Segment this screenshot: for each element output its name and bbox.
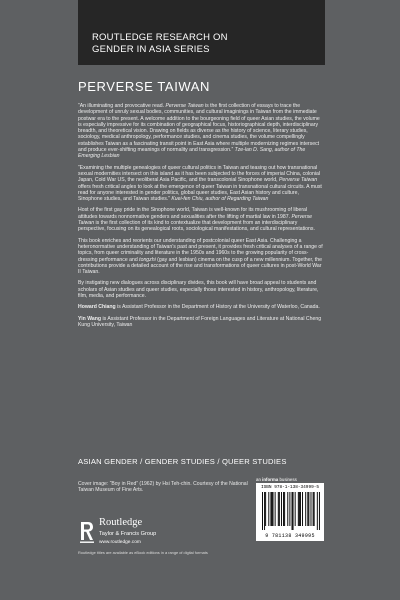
blurb-paragraph-1: [78, 103, 324, 160]
editor-name: Yin Wang: [78, 315, 102, 322]
paragraph-italic: tongzhi: [139, 256, 156, 263]
publisher-url[interactable]: www.routledge.com: [99, 540, 141, 545]
editor-bio-text: is Assistant Professor in the Department of Foreign Languages and Literature at National Cheng Kung University, Taiwan: [78, 315, 322, 328]
editor-bio-2: [78, 316, 324, 329]
publisher-name: Routledge: [99, 517, 143, 528]
editor-bio-1: [78, 304, 324, 310]
informa-tagline: [256, 477, 297, 482]
endorsement-attribution: Kuei-fen Chiu, author of Regarding Taiwan: [171, 196, 269, 203]
series-title: [92, 32, 319, 56]
paragraph-text: Host of the first gay pride in the Sinophone world, Taiwan is well-known for its mushrooming of liberal attitudes towards nonnormative genders and sexualities after the lifting of martial law in 1987.: [78, 207, 308, 220]
paragraph-italic: Perverse Taiwan: [165, 103, 204, 109]
series-title-line-1: ROUTLEDGE RESEARCH ON: [92, 32, 228, 43]
endorsement-attribution: Tze-lan D. Sang, author of The Emerging Lesbian: [78, 147, 306, 160]
barcode-number: 9 781138 349995: [265, 533, 315, 539]
cover-image-credit: Cover image: “Boy in Red” (1962) by Hsi Teh-chin. Courtesy of the National Taiwan Museum of Fine Arts.: [78, 481, 248, 494]
barcode: [262, 492, 320, 530]
blurb-paragraph-3: [78, 207, 324, 232]
paragraph-italic: Perverse Taiwan: [78, 213, 313, 227]
series-banner: [78, 0, 325, 65]
publisher-group: Taylor & Francis Group: [99, 531, 157, 537]
blurb-body: [78, 103, 324, 333]
informa-brand: informa: [262, 477, 279, 482]
book-title: PERVERSE TAIWAN: [78, 79, 211, 94]
routledge-logo-icon: [80, 520, 94, 544]
editor-bio-text: is Assistant Professor in the Department of History at the University of Waterloo, Canada.: [115, 304, 320, 311]
blurb-paragraph-2: [78, 165, 324, 203]
subject-categories: ASIAN GENDER / GENDER STUDIES / QUEER STUDIES: [78, 457, 287, 466]
paragraph-text: (gay and lesbian) cinema on the cusp of a new millennium. Together, the contributions provide a detailed account of the rise and transformations of queer cultures in post-World War II Taiwan.: [78, 256, 322, 276]
paragraph-text: “Examining the multiple genealogies of queer cultural politics in Taiwan and teasing out how transnational sexual modernities intersect on this island as it has been subjected to the forces of imperial China, colonial Japan, Cold War US, the neoliberal Asia Pacific, and the transcolonial Sinophone world,: [78, 164, 321, 184]
informa-suffix: business: [278, 477, 297, 482]
paragraph-text: By instigating new dialogues across disciplinary divides, this book will have broad appeal to students and scholars of Asian studies and queer studies, especially those interested in history, anthropology, literature, film, media, and performance.: [78, 280, 319, 300]
paragraph-italic: Perverse Taiwan: [278, 177, 318, 184]
paragraph-text: “An illuminating and provocative read.: [78, 103, 166, 109]
series-title-line-2: GENDER IN ASIA SERIES: [92, 44, 210, 55]
blurb-paragraph-4: [78, 238, 324, 276]
barcode-box: [256, 483, 324, 541]
ebook-availability-note: Routledge titles are available as eBook editions in a range of digital formats: [78, 550, 208, 555]
blurb-paragraph-5: [78, 280, 324, 299]
informa-prefix: an: [256, 477, 263, 482]
paragraph-text: This book enriches and reorients our understanding of postcolonial queer East Asia. Challenging a heteronormative understanding of Taiwan’s past and present, it provides fresh critical analyses of a range of topics, from queer criminality and literature in the 1950s and 1960s to the growing popularity of cross-dressing performance and: [78, 237, 323, 263]
paragraph-text: is the first collection of its kind to contextualize that development from an interdisciplinary perspective, focusing on its genealogical roots, sociological manifestations, and cultural representations.: [78, 220, 315, 233]
editor-name: Howard Chiang: [78, 304, 116, 311]
paragraph-text: is the first collection of essays to trace the development of unruly sexual bodies, communities, and cultural imaginings in Taiwan from the immediate postwar era to the present. A welcome addition to the bourgeoning field of queer Asian studies, the volume is especially impressive for its combination of geographical focus, historiographical depth, interdisciplinary breadth, and theoretical vision. Drawing on fields as diverse as the history of science, literary studies, sociology, medical anthropology, performance studies, and cinema studies, the volume compellingly establishes Taiwan as a fascinating transit point in East Asia where multiple modernizing regimes intersect and produce ever-shifting meanings of normality and transgression.”: [78, 103, 320, 154]
isbn-text: ISBN 978-1-138-34999-5: [261, 485, 319, 490]
paragraph-text: offers fresh critical angles to look at the emergence of queer Taiwan in transnational cultural circuits. A must read for anyone interested in gender politics, global queer studies, East Asian history and culture, Sinophone studies, and Taiwan studies.”: [78, 183, 322, 203]
